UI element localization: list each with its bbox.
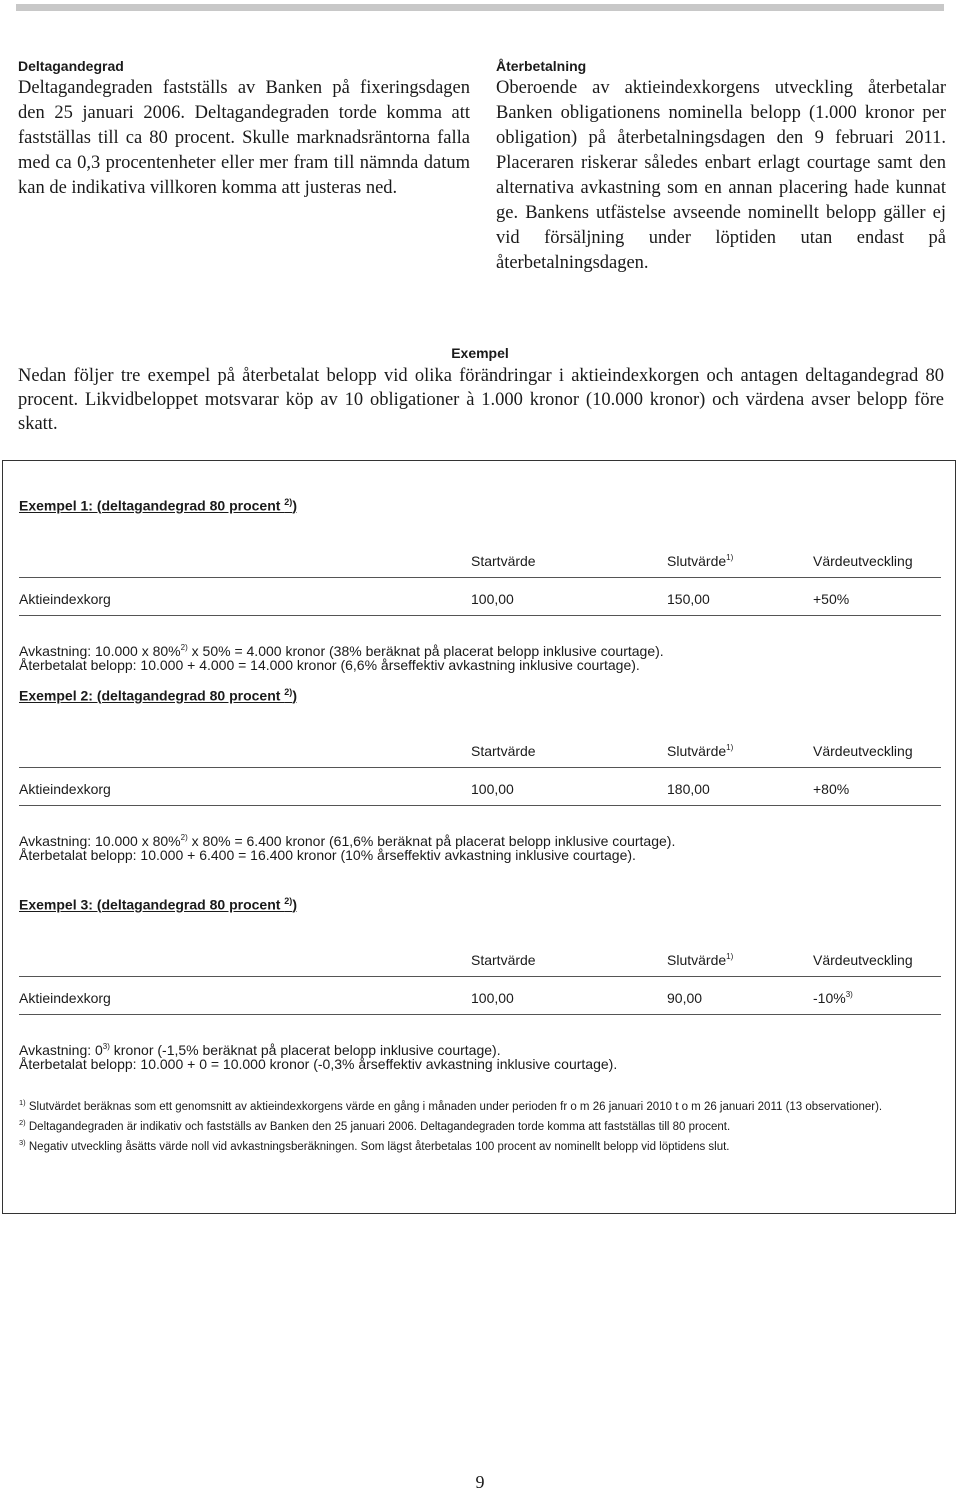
exempel-heading: Exempel — [451, 345, 509, 361]
rule-bottom — [19, 615, 941, 616]
rule-top — [19, 577, 941, 578]
page-number: 9 — [475, 1472, 485, 1492]
rule-top — [19, 767, 941, 768]
example-header-row — [19, 952, 941, 972]
example-data-row — [19, 781, 941, 801]
top-bar — [16, 4, 944, 11]
section-heading-deltagandegrad: Deltagandegrad — [18, 58, 124, 74]
example-1 — [19, 497, 941, 673]
calc-avkastning: Avkastning: 10.000 x 80%$^{2)}$ x 80% = 6.400 kronor (61,6% beräknat på placerat belopp inklusive courtage). — [19, 833, 676, 849]
start-value: 100,00 — [471, 990, 514, 1006]
exempel-intro: Nedan följer tre exempel på återbetalat belopp vid olika förändringar i aktieindexkorgen och antagen deltagandegrad 80 procent. Likvidbeloppet motsvarar köp av 10 obligationer à 1.000 kronor (10.000 kronor) och värdena avser belopp före skatt. — [18, 366, 944, 434]
col-startvarde: Startvärde — [471, 743, 536, 759]
col-vardeutveckling: Värdeutveckling — [813, 952, 913, 968]
example-title: Exempel 3: (deltagandegrad 80 procent $^{2)}$) — [19, 896, 297, 913]
utv-value: +80% — [813, 781, 850, 797]
calc-aterbetalat: Återbetalat belopp: 10.000 + 6.400 = 16.400 kronor (10% årseffektiv avkastning inklusive courtage). — [19, 847, 636, 863]
slut-value: 90,00 — [667, 990, 703, 1006]
footnotes — [19, 1095, 944, 1155]
calc-avkastning: Avkastning: 10.000 x 80%$^{2)}$ x 50% = 4.000 kronor (38% beräknat på placerat belopp inklusive courtage). — [19, 643, 664, 659]
footnote-3: $^{3)}$ Negativ utveckling åsätts värde noll vid avkastningsberäkningen. Som lägst återbetalas 100 procent av nominellt belopp vid löptidens slut. — [19, 1138, 730, 1153]
col-slutvarde: Slutvärde$^{1)}$ — [667, 952, 734, 968]
example-header-row — [19, 743, 941, 763]
example-2 — [19, 687, 941, 863]
example-data-row — [19, 990, 941, 1010]
examples-box — [2, 460, 956, 1214]
calc-avkastning: Avkastning: 0$^{3)}$ kronor (-1,5% beräknat på placerat belopp inklusive courtage). — [19, 1042, 501, 1058]
col-startvarde: Startvärde — [471, 952, 536, 968]
calc-aterbetalat: Återbetalat belopp: 10.000 + 4.000 = 14.000 kronor (6,6% årseffektiv avkastning inklusive courtage). — [19, 657, 640, 673]
example-3 — [19, 896, 941, 1072]
footnote-2: $^{2)}$ Deltagandegraden är indikativ och fastställs av Banken den 25 januari 2006. Deltagandegraden torde komma att fastställas till 80 procent. — [19, 1118, 731, 1133]
deltagandegrad-text: Deltagandegraden fastställs av Banken på fixeringsdagen den 25 januari 2006. Deltagandegraden torde komma att fastställas till ca 80 procent. Skulle marknadsräntorna falla med ca 0,3 procentenheter eller mer fram till nämnda datum kan de indikativa villkoren komma att justeras ned. — [18, 78, 470, 198]
footnote-1: $^{1)}$ Slutvärdet beräknas som ett genomsnitt av aktieindexkorgens värde en gång i månaden under perioden fr o m 26 januari 2010 t o m 26 januari 2011 (13 observationer). — [19, 1098, 883, 1113]
example-title: Exempel 2: (deltagandegrad 80 procent $^{2)}$) — [19, 687, 297, 704]
start-value: 100,00 — [471, 591, 514, 607]
aterbetalning-text: Oberoende av aktieindexkorgens utveckling återbetalar Banken obligationens nominella belopp (1.000 kronor per obligation) på återbetalningsdagen den 9 februari 2011. Placeraren riskerar således enbart erlagt courtage samt den alternativa avkastning som en annan placering hade kunnat ge. Bankens utfästelse avseende nominellt belopp gäller ej vid försäljning under löptiden utan endast på återbetalningsdagen. — [496, 78, 946, 273]
start-value: 100,00 — [471, 781, 514, 797]
row-label: Aktieindexkorg — [19, 591, 111, 607]
rule-bottom — [19, 1014, 941, 1015]
left-column — [18, 58, 470, 201]
calc-aterbetalat: Återbetalat belopp: 10.000 + 0 = 10.000 kronor (-0,3% årseffektiv avkastning inklusive courtage). — [19, 1056, 618, 1072]
example-title: Exempel 1: (deltagandegrad 80 procent $^{2)}$) — [19, 497, 297, 514]
col-slutvarde: Slutvärde$^{1)}$ — [667, 743, 734, 759]
utv-value: +50% — [813, 591, 850, 607]
col-vardeutveckling: Värdeutveckling — [813, 743, 913, 759]
utv-value: -10%$^{3)}$ — [813, 990, 853, 1006]
example-data-row — [19, 591, 941, 611]
row-label: Aktieindexkorg — [19, 781, 111, 797]
row-label: Aktieindexkorg — [19, 990, 111, 1006]
section-heading-aterbetalning: Återbetalning — [496, 58, 587, 74]
col-startvarde: Startvärde — [471, 553, 536, 569]
rule-top — [19, 976, 941, 977]
right-column — [496, 58, 946, 276]
example-header-row — [19, 553, 941, 573]
rule-bottom — [19, 805, 941, 806]
slut-value: 180,00 — [667, 781, 710, 797]
slut-value: 150,00 — [667, 591, 710, 607]
col-vardeutveckling: Värdeutveckling — [813, 553, 913, 569]
col-slutvarde: Slutvärde$^{1)}$ — [667, 553, 734, 569]
